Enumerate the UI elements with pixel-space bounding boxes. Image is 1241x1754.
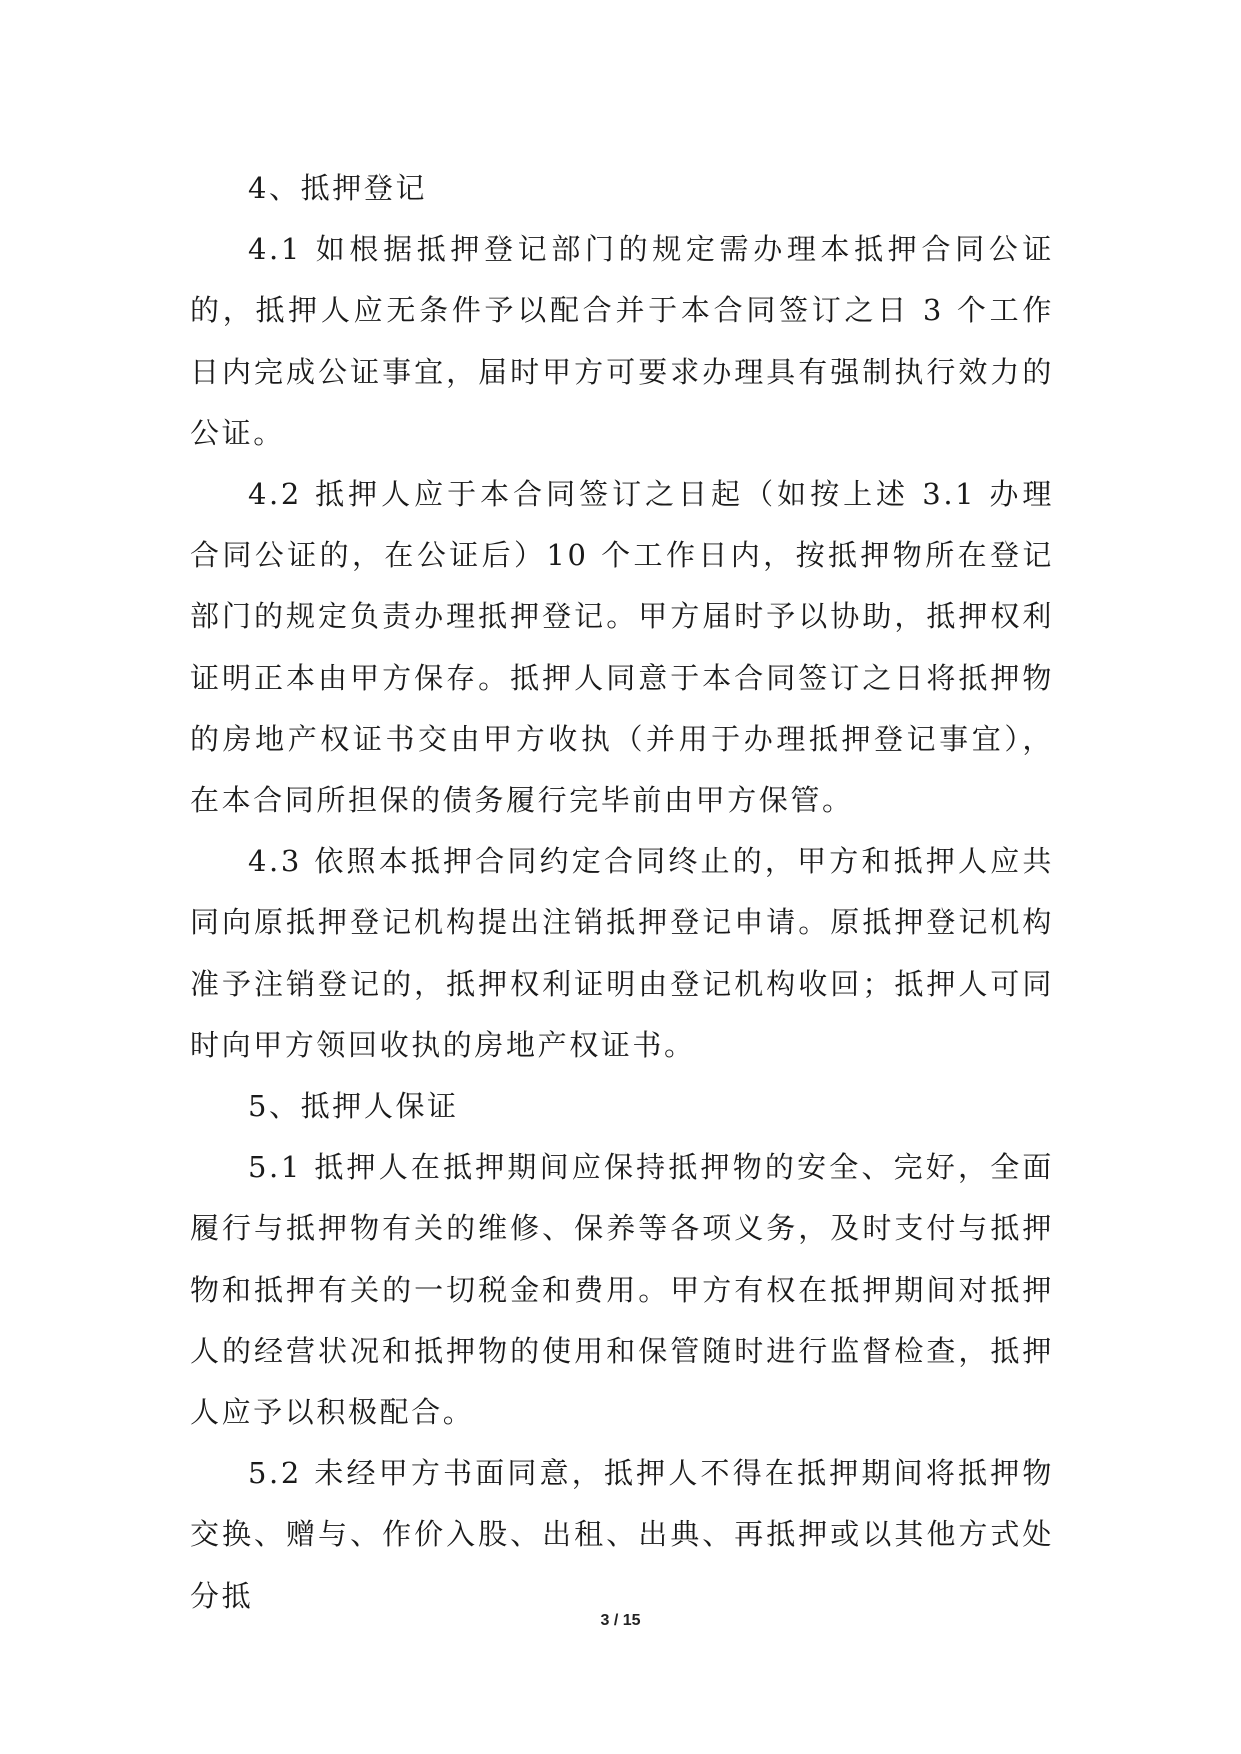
- section-heading-4: 4、抵押登记: [248, 171, 428, 205]
- page-number: 3 / 15: [600, 1612, 641, 1629]
- document-body: [190, 158, 1054, 1627]
- clause-4-3: 4.3 依照本抵押合同约定合同终止的，甲方和抵押人应共同向原抵押登记机构提出注销抵押登记申请。原抵押登记机构准予注销登记的，抵押权利证明由登记机构收回；抵押人可同时向甲方领回收执的房地产权证书。: [190, 844, 1054, 1062]
- clause-4-2: 4.2 抵押人应于本合同签订之日起（如按上述 3.1 办理合同公证的，在公证后）10 个工作日内，按抵押物所在登记部门的规定负责办理抵押登记。甲方届时予以协助，抵押权利证明正本由甲方保存。抵押人同意于本合同签订之日将抵押物的房地产权证书交由甲方收执（并用于办理抵押登记事宜），在本合同所担保的债务履行完毕前由甲方保管。: [190, 477, 1054, 818]
- clause-5-2: 5.2 未经甲方书面同意，抵押人不得在抵押期间将抵押物交换、赠与、作价入股、出租、出典、再抵押或以其他方式处分抵: [190, 1456, 1054, 1613]
- section-heading-5: 5、抵押人保证: [248, 1089, 459, 1124]
- clause-5-1: 5.1 抵押人在抵押期间应保持抵押物的安全、完好，全面履行与抵押物有关的维修、保养等各项义务，及时支付与抵押物和抵押有关的一切税金和费用。甲方有权在抵押期间对抵押人的经营状况和抵押物的使用和保管随时进行监督检查，抵押人应予以积极配合。: [190, 1150, 1054, 1430]
- clause-4-1: 4.1 如根据抵押登记部门的规定需办理本抵押合同公证的，抵押人应无条件予以配合并于本合同签订之日 3 个工作日内完成公证事宜，届时甲方可要求办理具有强制执行效力的公证。: [190, 232, 1054, 450]
